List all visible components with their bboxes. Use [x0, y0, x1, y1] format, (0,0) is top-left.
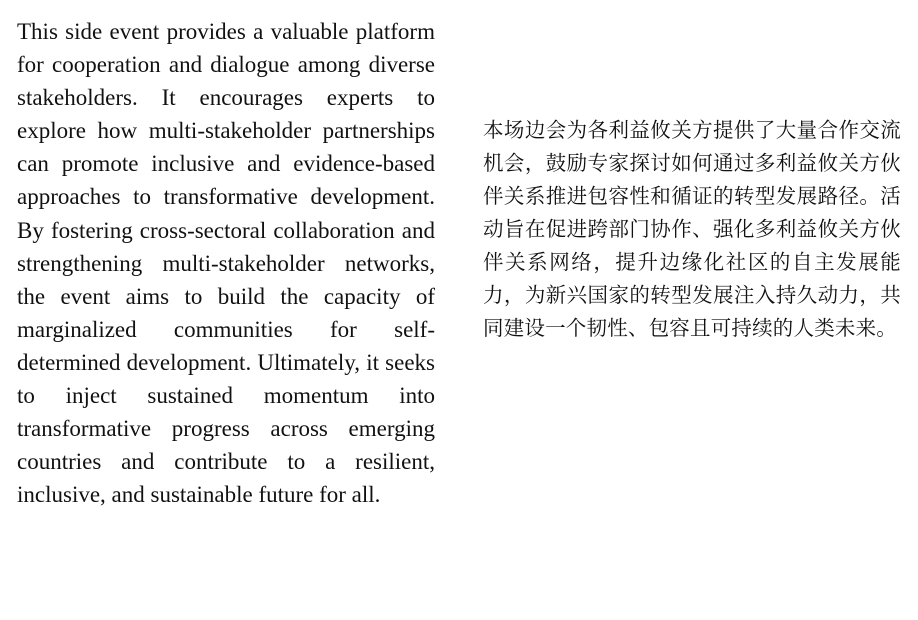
english-paragraph: This side event provides a valuable platform for cooperation and dialogue among diverse stakeholders. It encourages experts to explore how multi-stakeholder partnerships can promote inclusive and evidence-based approaches to transformative development. By fostering cross-sectoral collaboration and strengthening multi-stakeholder networks, the event aims to build the capacity of marginalized communities for self-determined development. Ultimately, it seeks to inject sustained momentum into transformative progress across emerging countries and contribute to a resilient, inclusive, and sustainable future for all.	[17, 19, 435, 508]
chinese-paragraph: 本场边会为各利益攸关方提供了大量合作交流机会，鼓励专家探讨如何通过多利益攸关方伙伴关系推进包容性和循证的转型发展路径。活动旨在促进跨部门协作、强化多利益攸关方伙伴关系网络，提升边缘化社区的自主发展能力，为新兴国家的转型发展注入持久动力，共同建设一个韧性、包容且可持续的人类未来。	[483, 118, 901, 340]
